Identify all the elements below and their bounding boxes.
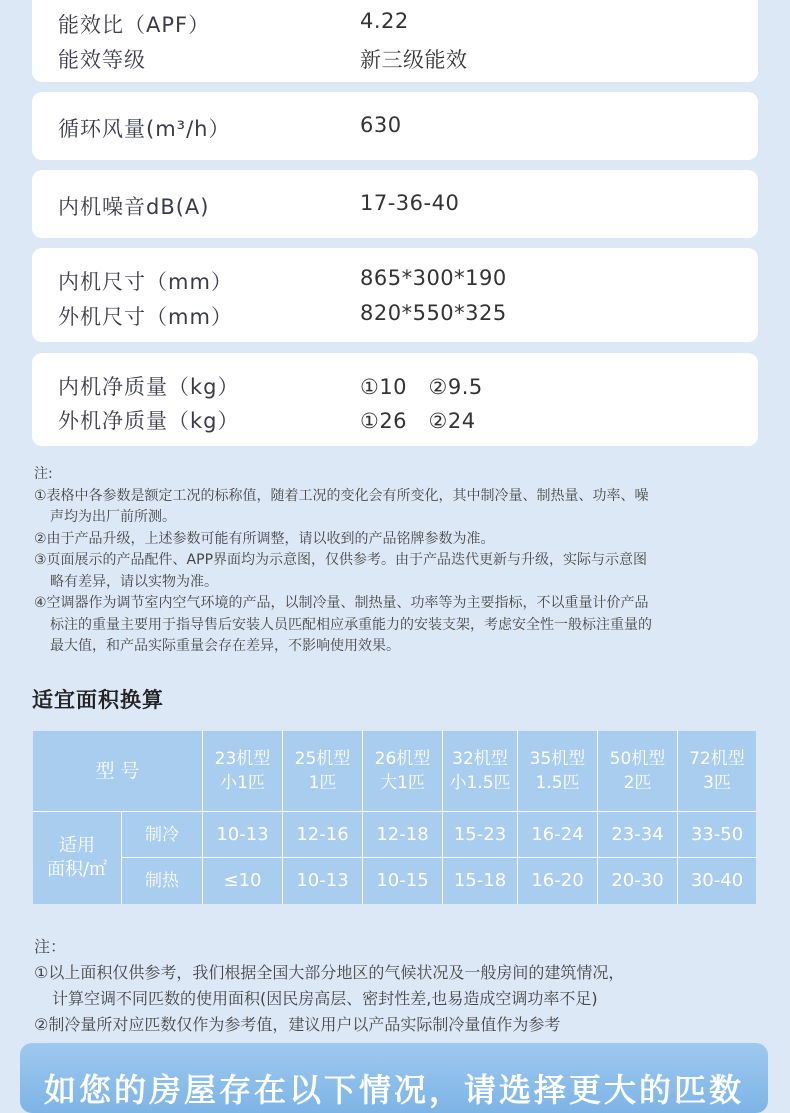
model-header-cell-text: 1.5匹	[535, 773, 580, 793]
indoor-size-value: 865*300*190	[360, 266, 507, 290]
cooling-area-cell-text: 23-34	[611, 823, 664, 845]
area-header-text: 面积/㎡	[46, 859, 108, 880]
spec-card-airflow	[32, 92, 758, 160]
cooling-label	[122, 812, 202, 857]
spec-card-weight	[32, 353, 758, 446]
heating-area-cell	[283, 858, 362, 904]
outdoor-weight-label: 外机净质量（kg）	[58, 409, 240, 433]
model-header-cell-text: 26机型	[374, 749, 431, 769]
spec-card-efficiency	[32, 0, 758, 82]
outdoor-size-label: 外机尺寸（mm）	[58, 305, 233, 329]
model-header-text: 型 号	[95, 760, 140, 782]
noise-label: 内机噪音dB(A)	[58, 195, 210, 219]
heating-area-cell-text: 15-18	[453, 870, 507, 891]
model-header-cell	[203, 731, 282, 811]
cooling-area-cell	[518, 812, 597, 857]
area-table	[33, 731, 756, 904]
indoor-size-label: 内机尺寸（mm）	[58, 270, 233, 294]
note-line: ②由于产品升级，上述参数可能有所调整，请以收到的产品铭牌参数为准。	[34, 530, 495, 547]
note-line: ④空调器作为调节室内空气环境的产品，以制冷量、制热量、功率等为主要指标，不以重量计价产品	[34, 595, 649, 611]
model-header-cell-text: 1匹	[308, 773, 337, 793]
note-line: 标注的重量主要用于指导售后安装人员匹配相应承重能力的安装支架，考虑安全性一般标注重量的	[50, 616, 652, 633]
heating-area-cell-text: 10-13	[296, 870, 349, 891]
area-header	[33, 812, 121, 904]
heating-area-cell-text: 20-30	[611, 870, 664, 891]
cooling-area-cell	[363, 812, 442, 857]
bottom-banner	[20, 1043, 768, 1113]
heating-area-cell	[518, 858, 597, 904]
model-header-cell-text: 35机型	[529, 749, 586, 769]
cooling-area-cell-text: 15-23	[453, 823, 507, 845]
spec-card-dimensions	[32, 248, 758, 342]
note-line: ②制冷量所对应匹数仅作为参考值，建议用户以产品实际制冷量值作为参考	[34, 1015, 561, 1034]
cooling-area-cell	[678, 812, 756, 857]
heating-area-cell	[363, 858, 442, 904]
noise-value: 17-36-40	[360, 191, 460, 215]
heating-area-cell	[203, 858, 282, 904]
cooling-area-cell	[443, 812, 517, 857]
model-header-cell-text: 32机型	[452, 749, 508, 769]
model-header-cell-text: 50机型	[609, 749, 666, 769]
note-line: 略有差异，请以实物为准。	[50, 573, 218, 590]
heating-label	[122, 858, 202, 904]
model-header-cell	[598, 731, 677, 811]
model-header-cell	[363, 731, 442, 811]
model-header-cell-text: 23机型	[214, 749, 271, 769]
grade-label: 能效等级	[58, 48, 146, 72]
grade-value: 新三级能效	[360, 48, 468, 72]
note-line: 声均为出厂前所测。	[50, 509, 176, 525]
cooling-area-cell	[598, 812, 677, 857]
spec-notes	[34, 464, 652, 658]
model-header-cell-text: 大1匹	[380, 773, 425, 793]
heating-area-cell-text: 10-15	[376, 870, 429, 891]
model-header-cell	[283, 731, 362, 811]
note-line: ①表格中各参数是额定工况的标称值，随着工况的变化会有所变化，其中制冷量、制热量、功率、噪	[34, 487, 649, 504]
model-header-cell-text: 72机型	[689, 749, 745, 769]
heating-area-cell	[443, 858, 517, 904]
airflow-value: 630	[360, 113, 402, 137]
cooling-area-cell	[283, 812, 362, 857]
cooling-area-cell	[203, 812, 282, 857]
model-header	[33, 731, 202, 811]
notes-title: 注:	[34, 466, 53, 482]
model-header-cell	[443, 731, 517, 811]
heating-label-text: 制热	[145, 871, 179, 891]
heating-area-cell-text: 16-20	[531, 870, 584, 891]
heating-area-cell	[678, 858, 756, 904]
model-header-cell-text: 2匹	[623, 773, 652, 793]
model-header-cell	[518, 731, 597, 811]
cooling-label-text: 制冷	[145, 824, 179, 845]
note-line: 计算空调不同匹数的使用面积(因民房高层、密封性差,也易造成空调功率不足)	[52, 989, 598, 1008]
model-header-cell-text: 小1匹	[220, 773, 265, 793]
model-header-cell-text: 3匹	[703, 773, 731, 793]
heating-area-cell-text: 30-40	[690, 870, 744, 891]
note-line: 最大值，和产品实际重量会存在差异，不影响使用效果。	[50, 638, 400, 654]
area-header-text: 适用	[59, 835, 95, 856]
airflow-label: 循环风量(m³/h）	[58, 117, 231, 141]
area-section-title: 适宜面积换算	[32, 688, 164, 712]
spec-card-noise	[32, 170, 758, 238]
cooling-area-cell-text: 33-50	[690, 823, 744, 845]
indoor-weight-label: 内机净质量（kg）	[58, 375, 240, 399]
cooling-area-cell-text: 16-24	[531, 823, 584, 845]
model-header-cell-text: 小1.5匹	[449, 773, 511, 793]
outdoor-size-value: 820*550*325	[360, 301, 507, 325]
heating-area-cell-text: ≤10	[223, 870, 262, 891]
apf-value: 4.22	[360, 9, 409, 33]
apf-label: 能效比（APF）	[58, 13, 211, 37]
note-line: ①以上面积仅供参考，我们根据全国大部分地区的气候状况及一般房间的建筑情况，	[34, 963, 625, 982]
cooling-area-cell-text: 12-16	[296, 823, 349, 845]
bottom-banner-text: 如您的房屋存在以下情况，请选择更大的匹数	[43, 1071, 744, 1109]
indoor-weight-value: ①10 ②9.5	[360, 375, 483, 399]
model-header-cell	[678, 731, 756, 811]
note-line: ③页面展示的产品配件、APP界面均为示意图，仅供参考。由于产品迭代更新与升级，实际与示意图	[34, 552, 648, 568]
notes-title: 注：	[34, 937, 67, 956]
outdoor-weight-value: ①26 ②24	[360, 409, 476, 433]
cooling-area-cell-text: 10-13	[216, 823, 269, 845]
model-header-cell-text: 25机型	[294, 749, 351, 769]
cooling-area-cell-text: 12-18	[376, 823, 429, 845]
heating-area-cell	[598, 858, 677, 904]
area-notes	[34, 934, 624, 1038]
